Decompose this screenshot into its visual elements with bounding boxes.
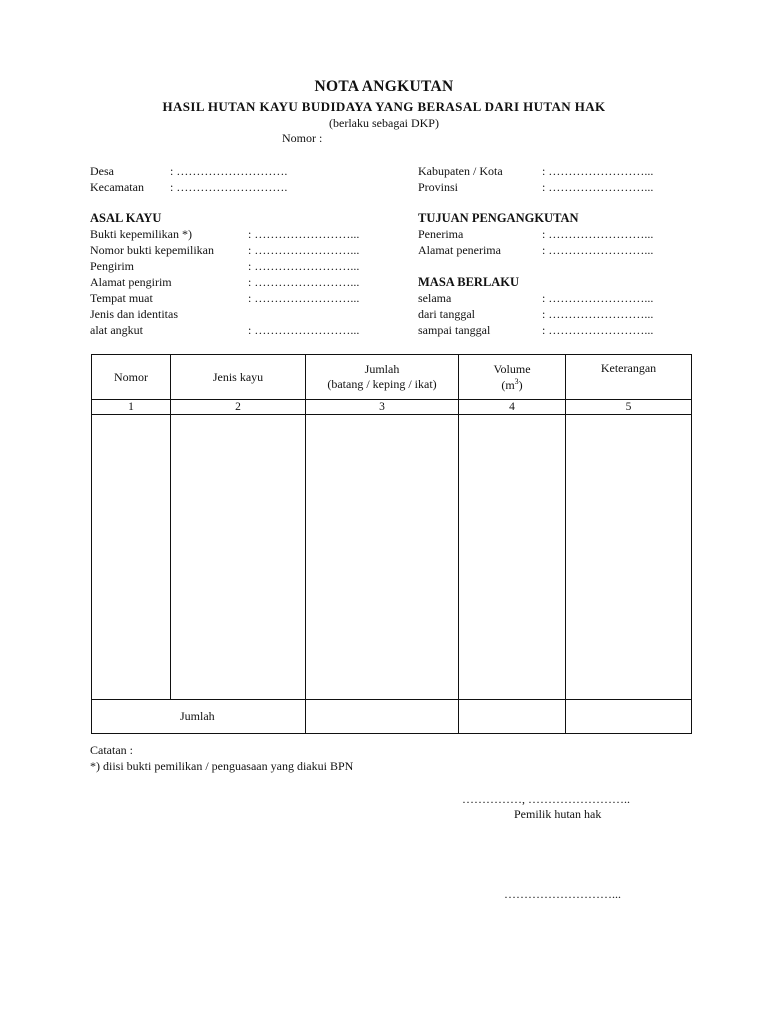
nomor-bukti-label: Nomor bukti kepemilikan — [90, 243, 214, 257]
total-keterangan-cell[interactable] — [566, 700, 692, 734]
column-number: 5 — [566, 400, 692, 415]
document-subtitle: HASIL HUTAN KAYU BUDIDAYA YANG BERASAL DARI HUTAN HAK — [162, 99, 606, 114]
cell-jenis-kayu[interactable] — [171, 415, 306, 700]
tempat-muat-field[interactable]: : ……………………... — [248, 291, 360, 305]
col-header-volume — [459, 355, 566, 400]
signer-title: Pemilik hutan hak — [514, 807, 602, 821]
tempat-muat-label: Tempat muat — [90, 291, 153, 305]
catatan-note: *) diisi bukti pemilikan / penguasaan yang diakui BPN — [90, 759, 354, 773]
selama-field[interactable]: : ……………………... — [542, 291, 654, 305]
place-date-field[interactable]: ……………, …………………….. — [462, 792, 630, 806]
pengirim-label: Pengirim — [90, 259, 134, 273]
document-note: (berlaku sebagai DKP) — [329, 116, 439, 130]
signature-line[interactable]: ………………………... — [504, 887, 621, 901]
table-header-row — [92, 355, 692, 400]
dari-tanggal-label: dari tanggal — [418, 307, 475, 321]
asal-kayu-heading: ASAL KAYU — [90, 211, 162, 225]
alamat-penerima-label: Alamat penerima — [418, 243, 501, 257]
sampai-tanggal-field[interactable]: : ……………………... — [542, 323, 654, 337]
cell-jumlah[interactable] — [306, 415, 459, 700]
document-title: NOTA ANGKUTAN — [314, 78, 454, 95]
column-number: 1 — [92, 400, 171, 415]
cell-nomor[interactable] — [92, 415, 171, 700]
penerima-field[interactable]: : ……………………... — [542, 227, 654, 241]
bukti-kepemilikan-field[interactable]: : ……………………... — [248, 227, 360, 241]
dari-tanggal-field[interactable]: : ……………………... — [542, 307, 654, 321]
sampai-tanggal-label: sampai tanggal — [418, 323, 491, 337]
alamat-penerima-field[interactable]: : ……………………... — [542, 243, 654, 257]
kecamatan-field[interactable]: : ………………………. — [170, 180, 288, 194]
col-header-jenis-kayu: Jenis kayu — [171, 355, 306, 400]
cell-volume[interactable] — [459, 415, 566, 700]
column-number-row — [92, 400, 692, 415]
provinsi-field[interactable]: : ……………………... — [542, 180, 654, 194]
volume-unit-exponent: 3 — [514, 376, 519, 386]
masa-berlaku-heading: MASA BERLAKU — [418, 275, 520, 289]
alat-angkut-label: alat angkut — [90, 323, 143, 337]
column-number: 2 — [171, 400, 306, 415]
col-header-nomor: Nomor — [92, 355, 171, 400]
col-header-jumlah-line2: (batang / keping / ikat) — [327, 377, 437, 391]
total-label: Jumlah — [92, 700, 306, 734]
alamat-pengirim-field[interactable]: : ……………………... — [248, 275, 360, 289]
provinsi-label: Provinsi — [418, 180, 459, 194]
col-header-volume-line1: Volume — [493, 361, 531, 376]
volume-unit-close: ) — [518, 377, 523, 392]
column-number: 3 — [306, 400, 459, 415]
table-body-row — [92, 415, 692, 700]
cell-keterangan[interactable] — [566, 415, 692, 700]
desa-field[interactable]: : ………………………. — [170, 164, 288, 178]
alamat-pengirim-label: Alamat pengirim — [90, 275, 172, 289]
kabupaten-label: Kabupaten / Kota — [418, 164, 503, 178]
timber-table — [91, 354, 692, 734]
table-total-row — [92, 700, 692, 734]
selama-label: selama — [418, 291, 452, 305]
nomor-bukti-field[interactable]: : ……………………... — [248, 243, 360, 257]
jenis-identitas-label: Jenis dan identitas — [90, 307, 178, 321]
bukti-kepemilikan-label: Bukti kepemilikan *) — [90, 227, 192, 241]
col-header-jumlah-line1: Jumlah — [364, 362, 400, 376]
kecamatan-label: Kecamatan — [90, 180, 144, 194]
col-header-keterangan: Keterangan — [566, 355, 692, 400]
col-header-volume-unit — [459, 377, 565, 393]
volume-unit-open: (m — [501, 377, 515, 392]
penerima-label: Penerima — [418, 227, 464, 241]
kabupaten-field[interactable]: : ……………………... — [542, 164, 654, 178]
pengirim-field[interactable]: : ……………………... — [248, 259, 360, 273]
nomor-label: Nomor : — [282, 131, 323, 145]
catatan-label: Catatan : — [90, 743, 133, 757]
desa-label: Desa — [90, 164, 114, 178]
col-header-jumlah — [306, 355, 459, 400]
alat-angkut-field[interactable]: : ……………………... — [248, 323, 360, 337]
column-number: 4 — [459, 400, 566, 415]
total-jumlah-cell[interactable] — [306, 700, 459, 734]
tujuan-heading: TUJUAN PENGANGKUTAN — [418, 211, 579, 225]
total-volume-cell[interactable] — [459, 700, 566, 734]
